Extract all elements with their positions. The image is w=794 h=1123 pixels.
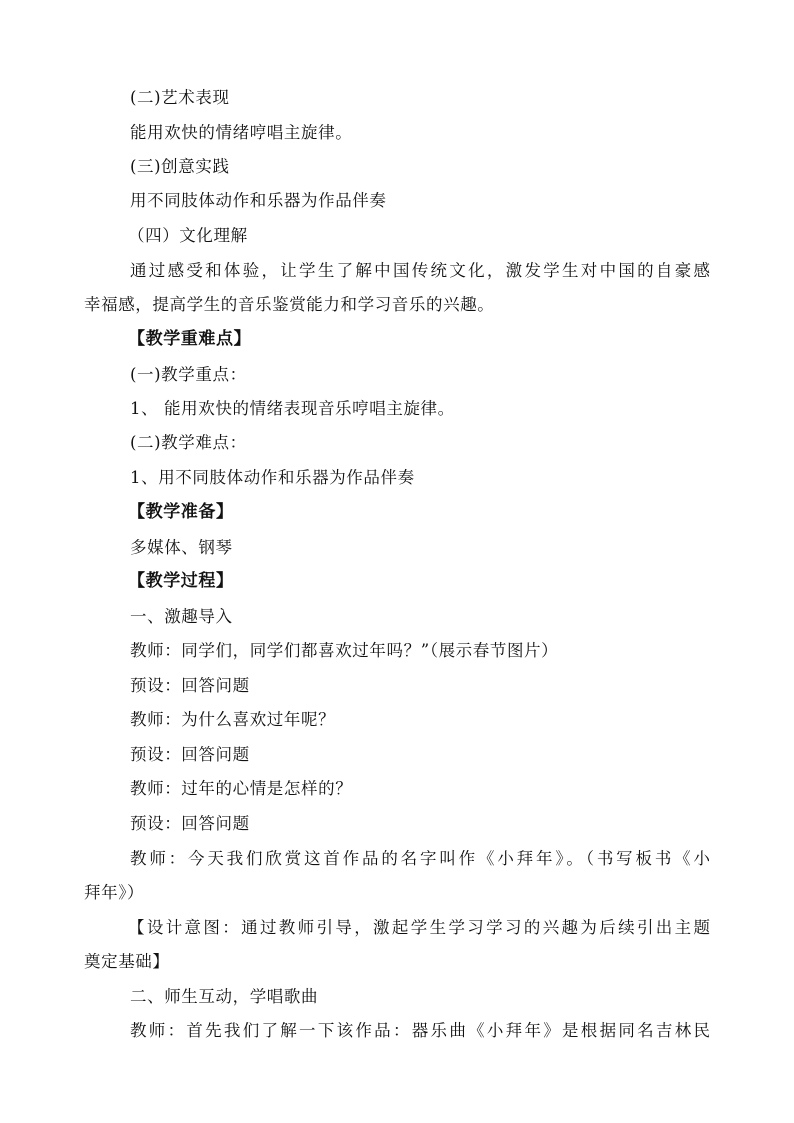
subheading-interaction: 二、师生互动，学唱歌曲 bbox=[130, 987, 319, 1006]
paragraph-line: 通过感受和体验，让学生了解中国传统文化，激发学生对中国的自豪感 bbox=[130, 261, 710, 280]
dialogue-line: 预设：回答问题 bbox=[130, 676, 250, 695]
dialogue-line: 教师：同学们，同学们都喜欢过年吗？”（展示春节图片） bbox=[130, 641, 559, 660]
paragraph-line: 用不同肢体动作和乐器为作品伴奏 bbox=[130, 191, 387, 210]
paragraph-line: 幸福感，提高学生的音乐鉴赏能力和学习音乐的兴趣。 bbox=[84, 295, 495, 314]
list-item: 1、 能用欢快的情绪表现音乐哼唱主旋律。 bbox=[130, 399, 455, 418]
subheading-key-point: (一)教学重点： bbox=[130, 365, 247, 384]
list-item: 1、用不同肢体动作和乐器为作品伴奏 bbox=[130, 468, 415, 487]
subheading-intro: 一、激趣导入 bbox=[130, 607, 233, 626]
section-heading-process: 【教学过程】 bbox=[128, 571, 234, 591]
dialogue-line: 拜年》） bbox=[84, 883, 145, 902]
dialogue-line: 预设：回答问题 bbox=[130, 814, 250, 833]
dialogue-line: 预设：回答问题 bbox=[130, 745, 250, 764]
heading-cultural-understanding: （四）文化理解 bbox=[128, 226, 248, 245]
heading-creative-practice: (三)创意实践 bbox=[130, 157, 230, 176]
paragraph-line: 能用欢快的情绪哼唱主旋律。 bbox=[130, 123, 353, 142]
paragraph-line: 多媒体、钢琴 bbox=[130, 538, 233, 557]
subheading-difficulty: (二)教学难点： bbox=[130, 433, 247, 452]
design-intent-note: 奠定基础】 bbox=[84, 952, 170, 971]
dialogue-line: 教师：过年的心情是怎样的？ bbox=[130, 779, 353, 798]
heading-artistic-expression: (二)艺术表现 bbox=[130, 88, 230, 107]
dialogue-line: 教师：今天我们欣赏这首作品的名字叫作《小拜年》。（书写板书《小 bbox=[130, 849, 710, 868]
design-intent-note: 【设计意图：通过教师引导，激起学生学习学习的兴趣为后续引出主题 bbox=[128, 918, 710, 937]
section-heading-preparation: 【教学准备】 bbox=[128, 502, 234, 522]
dialogue-line: 教师：为什么喜欢过年呢？ bbox=[130, 710, 336, 729]
dialogue-line: 教师：首先我们了解一下该作品：器乐曲《小拜年》是根据同名吉林民 bbox=[130, 1021, 710, 1040]
section-heading-key-points: 【教学重难点】 bbox=[128, 329, 252, 349]
